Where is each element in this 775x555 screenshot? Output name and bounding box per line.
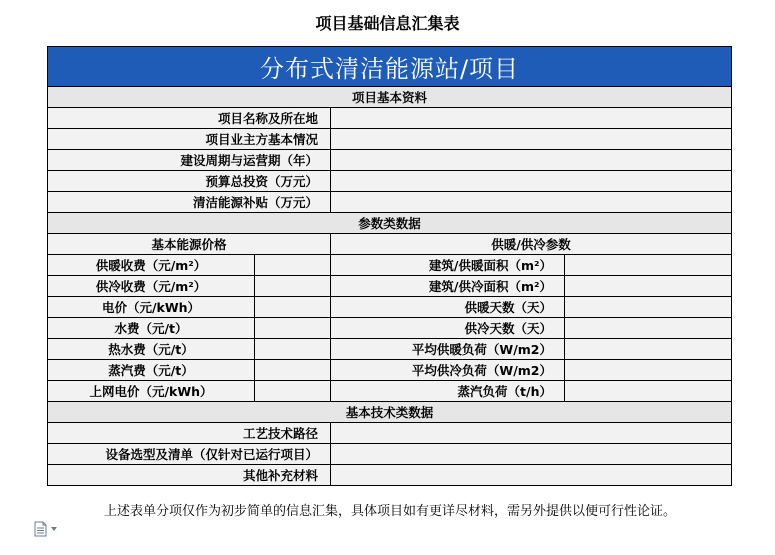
param-value-right[interactable] bbox=[565, 297, 732, 318]
param-value-left[interactable] bbox=[255, 381, 331, 402]
tech-value-cell[interactable] bbox=[331, 423, 732, 444]
param-value-right[interactable] bbox=[565, 381, 732, 402]
param-header-heating-cooling: 供暖/供冷参数 bbox=[331, 234, 732, 255]
param-value-left[interactable] bbox=[255, 360, 331, 381]
param-header-energy-price: 基本能源价格 bbox=[48, 234, 331, 255]
basic-value-cell[interactable] bbox=[331, 171, 732, 192]
basic-label: 项目业主方基本情况 bbox=[48, 129, 331, 150]
param-value-left[interactable] bbox=[255, 255, 331, 276]
param-label-right: 建筑/供冷面积（m²） bbox=[331, 276, 565, 297]
param-label-left: 热水费（元/t） bbox=[48, 339, 255, 360]
param-label-left: 供冷收费（元/m²） bbox=[48, 276, 255, 297]
param-label-left: 供暖收费（元/m²） bbox=[48, 255, 255, 276]
param-label-right: 建筑/供暖面积（m²） bbox=[331, 255, 565, 276]
param-value-right[interactable] bbox=[565, 276, 732, 297]
section-basic: 项目基本资料 bbox=[48, 87, 732, 108]
param-value-right[interactable] bbox=[565, 318, 732, 339]
param-label-right: 平均供冷负荷（W/m2） bbox=[331, 360, 565, 381]
info-form-table bbox=[47, 46, 732, 486]
tech-label: 设备选型及清单（仅针对已运行项目） bbox=[48, 444, 331, 465]
basic-value-cell[interactable] bbox=[331, 129, 732, 150]
param-value-left[interactable] bbox=[255, 318, 331, 339]
param-value-left[interactable] bbox=[255, 297, 331, 318]
param-value-left[interactable] bbox=[255, 339, 331, 360]
footnote: 上述表单分项仅作为初步简单的信息汇集，具体项目如有更详尽材料，需另外提供以便可行性论证。 bbox=[104, 504, 677, 519]
basic-value-cell[interactable] bbox=[331, 150, 732, 171]
basic-label: 预算总投资（万元） bbox=[48, 171, 331, 192]
param-label-left: 电价（元/kWh） bbox=[48, 297, 255, 318]
tech-label: 工艺技术路径 bbox=[48, 423, 331, 444]
banner-title: 分布式清洁能源站/项目 bbox=[48, 47, 732, 87]
param-label-left: 蒸汽费（元/t） bbox=[48, 360, 255, 381]
param-label-right: 蒸汽负荷（t/h） bbox=[331, 381, 565, 402]
param-value-right[interactable] bbox=[565, 339, 732, 360]
basic-label: 项目名称及所在地 bbox=[48, 108, 331, 129]
param-label-right: 平均供暖负荷（W/m2） bbox=[331, 339, 565, 360]
section-tech: 基本技术类数据 bbox=[48, 402, 732, 423]
param-label-right: 供冷天数（天） bbox=[331, 318, 565, 339]
tech-label: 其他补充材料 bbox=[48, 465, 331, 486]
param-value-left[interactable] bbox=[255, 276, 331, 297]
basic-label: 建设周期与运营期（年） bbox=[48, 150, 331, 171]
document-icon[interactable] bbox=[34, 521, 60, 537]
param-label-left: 上网电价（元/kWh） bbox=[48, 381, 255, 402]
param-value-right[interactable] bbox=[565, 255, 732, 276]
tech-value-cell[interactable] bbox=[331, 444, 732, 465]
basic-label: 清洁能源补贴（万元） bbox=[48, 192, 331, 213]
param-value-right[interactable] bbox=[565, 360, 732, 381]
basic-value-cell[interactable] bbox=[331, 192, 732, 213]
param-label-right: 供暖天数（天） bbox=[331, 297, 565, 318]
basic-value-cell[interactable] bbox=[331, 108, 732, 129]
tech-value-cell[interactable] bbox=[331, 465, 732, 486]
document-title: 项目基础信息汇集表 bbox=[315, 14, 460, 33]
param-label-left: 水费（元/t） bbox=[48, 318, 255, 339]
section-params: 参数类数据 bbox=[48, 213, 732, 234]
